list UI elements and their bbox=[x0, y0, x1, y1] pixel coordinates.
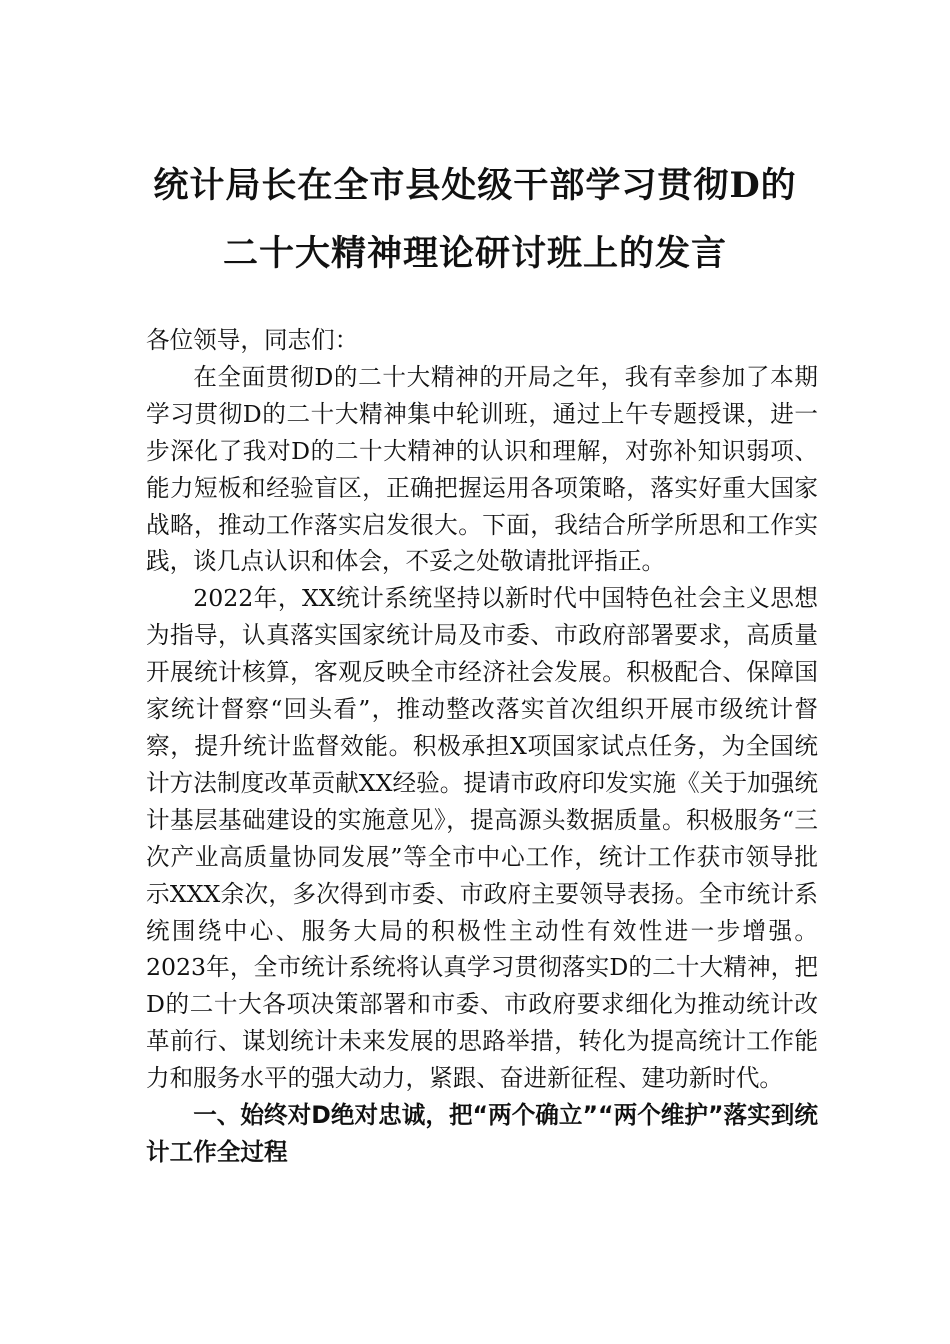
salutation: 各位领导，同志们： bbox=[146, 326, 359, 354]
document-body bbox=[146, 322, 818, 1171]
section-heading-1: 一、始终对D绝对忠诚，把“两个确立”“两个维护”落实到统计工作全过程 bbox=[146, 1101, 818, 1166]
document-title-line-1: 统计局长在全市县处级干部学习贯彻D的 bbox=[153, 165, 797, 206]
document-title-line-2: 二十大精神理论研讨班上的发言 bbox=[222, 233, 727, 274]
paragraph-intro: 在全面贯彻D的二十大精神的开局之年，我有幸参加了本期学习贯彻D的二十大精神集中轮训班，通过上午专题授课，进一步深化了我对D的二十大精神的认识和理解，对弥补知识弱项、能力短板和经验盲区，正确把握运用各项策略，落实好重大国家战略，推动工作落实启发很大。下面，我结合所学所思和工作实践，谈几点认识和体会，不妥之处敬请批评指正。 bbox=[146, 362, 818, 576]
paragraph-review: 2022年，XX统计系统坚持以新时代中国特色社会主义思想为指导，认真落实国家统计局及市委、市政府部署要求，高质量开展统计核算，客观反映全市经济社会发展。积极配合、保障国家统计督察“回头看”，推动整改落实首次组织开展市级统计督察，提升统计监督效能。积极承担X项国家试点任务，为全国统计方法制度改革贡献XX经验。提请市政府印发实施《关于加强统计基层基础建设的实施意见》，提高源头数据质量。积极服务“三次产业高质量协同发展”等全市中心工作，统计工作获市领导批示XXX余次，多次得到市委、市政府主要领导表扬。全市统计系统围绕中心、服务大局的积极性主动性有效性进一步增强。2023年，全市统计系统将认真学习贯彻落实D的二十大精神，把D的二十大各项决策部署和市委、市政府要求细化为推动统计改革前行、谋划统计未来发展的思路举措，转化为提高统计工作能力和服务水平的强大动力，紧跟、奋进新征程、建功新时代。 bbox=[146, 584, 818, 1093]
